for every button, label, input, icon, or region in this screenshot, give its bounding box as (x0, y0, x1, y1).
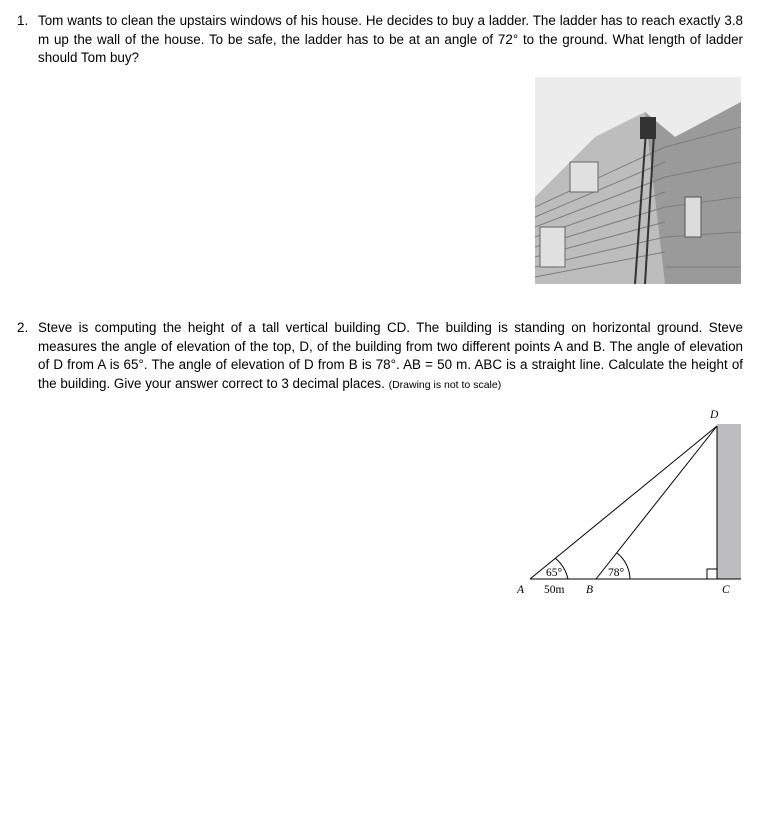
building (717, 424, 741, 579)
line-ad (530, 426, 717, 579)
question-text: Tom wants to clean the upstairs windows of his house. He decides to buy a ladder. The ladder has to reach exactly 3.8 m up the wall of the house. To be safe, the ladder has to be at an angle of 72° to the ground. What length of ladder should Tom buy? (38, 13, 743, 65)
angle-b-label: 78° (608, 567, 625, 579)
right-angle-mark (707, 569, 717, 579)
angle-a-label: 65° (546, 567, 563, 579)
label-a: A (517, 584, 525, 596)
label-d: D (710, 409, 719, 421)
label-b: B (586, 584, 594, 596)
ab-length: 50m (544, 584, 565, 596)
house-ladder-photo (535, 77, 741, 284)
question-number: 2. (17, 320, 29, 335)
line-bd (596, 426, 717, 579)
question-2 (17, 319, 743, 394)
elevation-diagram (500, 400, 750, 605)
question-number: 1. (17, 13, 29, 28)
label-c: C (722, 584, 730, 596)
scale-note: (Drawing is not to scale) (388, 378, 502, 391)
question-text: Steve is computing the height of a tall vertical building CD. The building is standing on horizontal ground. Steve measures the angle of elevation of the top, D, of the building from two different points A and B. The angle of elevation of D from A is 65°. The angle of elevation of D from B is 78°. AB = 50 m. ABC is a straight line. Calculate the height of the building. Give your answer correct to 3 decimal places. (38, 320, 743, 391)
question-1 (17, 12, 743, 68)
